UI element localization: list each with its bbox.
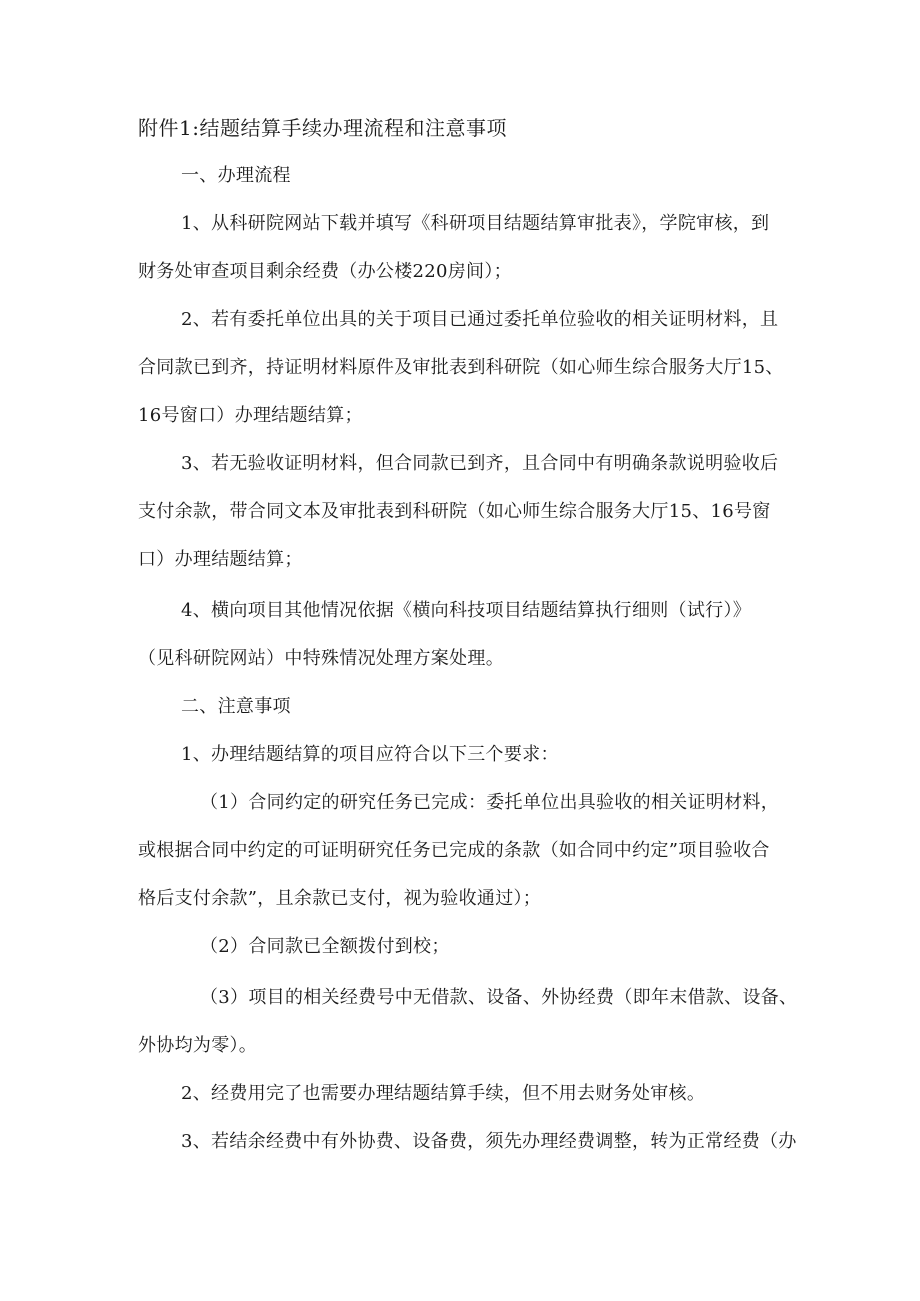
paragraph-line: 外协均为零）。 <box>138 1035 258 1056</box>
paragraph-line: 2、若有委托单位出具的关于项目已通过委托单位验收的相关证明材料，且 <box>181 309 779 330</box>
paragraph-line: 16号窗口）办理结题结算； <box>138 405 363 426</box>
section1-heading: 一、办理流程 <box>181 165 291 186</box>
paragraph-line: （3）项目的相关经费号中无借款、设备、外协经费（即年末借款、设备、 <box>200 987 798 1008</box>
paragraph-line: 口）办理结题结算； <box>138 549 303 570</box>
section2-heading: 二、注意事项 <box>181 696 291 717</box>
paragraph-line: （2）合同款已全额拨付到校； <box>200 936 450 957</box>
paragraph-line: 2、经费用完了也需要办理结题结算手续，但不用去财务处审核。 <box>181 1083 706 1104</box>
paragraph-line: 4、横向项目其他情况依据《横向科技项目结题结算执行细则（试行）》 <box>181 600 752 621</box>
document-title: 附件1:结题结算手续办理流程和注意事项 <box>138 116 507 140</box>
paragraph-line: 3、若无验收证明材料，但合同款已到齐，且合同中有明确条款说明验收后 <box>181 453 779 474</box>
paragraph-line: （见科研院网站）中特殊情况处理方案处理。 <box>138 648 504 669</box>
paragraph-line: 合同款已到齐，持证明材料原件及审批表到科研院（如心师生综合服务大厅15、 <box>138 357 784 378</box>
paragraph-line: （1）合同约定的研究任务已完成：委托单位出具验收的相关证明材料， <box>200 792 780 813</box>
paragraph-line: 支付余款，带合同文本及审批表到科研院（如心师生综合服务大厅15、16号窗 <box>138 501 771 522</box>
paragraph-line: 格后支付余款”，且余款已支付，视为验收通过）； <box>138 888 542 909</box>
paragraph-line: 1、从科研院网站下载并填写《科研项目结题结算审批表》，学院审核，到 <box>181 213 770 234</box>
paragraph-line: 1、办理结题结算的项目应符合以下三个要求： <box>181 744 559 765</box>
paragraph-line: 财务处审查项目剩余经费（办公楼220房间）； <box>138 261 512 282</box>
paragraph-line: 3、若结余经费中有外协费、设备费，须先办理经费调整，转为正常经费（办 <box>181 1131 797 1152</box>
paragraph-line: 或根据合同中约定的可证明研究任务已完成的条款（如合同中约定”项目验收合 <box>138 840 770 861</box>
